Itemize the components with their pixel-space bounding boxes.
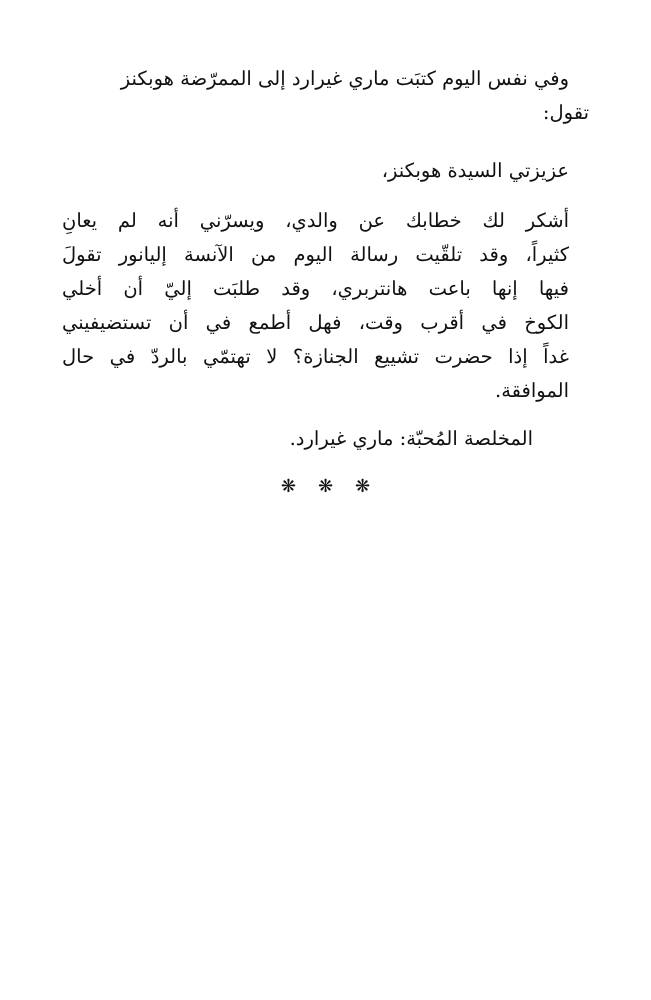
intro-paragraph bbox=[62, 62, 589, 130]
letter-body-line: فيها إنها باعت هانتربري، وقد طلبَت إليّ أن أخلي bbox=[62, 277, 569, 300]
letter-body-line: الكوخ في أقرب وقت، فهل أطمع في أن تستضيفيني bbox=[62, 311, 569, 334]
letter-body-line: أشكر لك خطابك عن والدي، ويسرّني أنه لم يعانِ bbox=[62, 209, 569, 232]
section-break-ornament: ❋❋❋ bbox=[280, 476, 393, 497]
letter-body-line: الموافقة. bbox=[495, 379, 569, 402]
letter-body bbox=[62, 204, 589, 408]
letter-signature: المخلصة المُحبّة: ماري غيرارد. bbox=[289, 427, 533, 450]
letter-greeting: عزيزتي السيدة هوبكنز، bbox=[381, 159, 569, 182]
letter-body-line: غداً إذا حضرت تشييع الجنازة؟ لا تهتمّي بالردّ في حال bbox=[62, 345, 569, 368]
document-page bbox=[62, 62, 589, 504]
letter-body-line: كثيراً، وقد تلقّيت رسالة اليوم من الآنسة إليانور تقولَ bbox=[62, 243, 569, 266]
intro-line: وفي نفس اليوم كتبَت ماري غيرارد إلى الممرّضة هوبكنز bbox=[120, 67, 569, 90]
intro-line: تقول: bbox=[542, 101, 589, 124]
